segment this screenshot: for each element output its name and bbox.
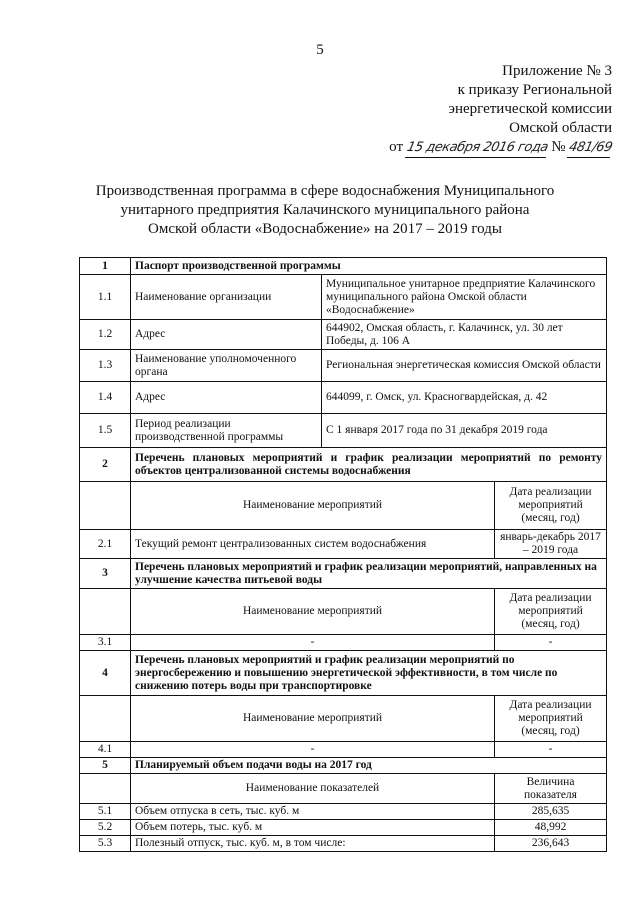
row-name: - <box>131 742 495 758</box>
table-row <box>80 804 607 820</box>
column-header-date: Дата реализации мероприятий (месяц, год) <box>495 589 607 635</box>
table-row <box>80 820 607 836</box>
column-header-date: Дата реализации мероприятий (месяц, год) <box>495 482 607 530</box>
row-label: Наименование уполномоченного органа <box>131 350 322 382</box>
column-header-name: Наименование мероприятий <box>131 482 495 530</box>
section5-header-row <box>80 758 607 774</box>
row-name: Объем потерь, тыс. куб. м <box>131 820 495 836</box>
column-header-name: Наименование мероприятий <box>131 589 495 635</box>
row-value: 644099, г. Омск, ул. Красногвардейская, д. 42 <box>322 382 607 414</box>
empty-cell <box>80 589 131 635</box>
order-number-sign: № <box>551 139 566 155</box>
row-label: Наименование организации <box>131 275 322 320</box>
section4-header-row <box>80 651 607 696</box>
row-value: 285,635 <box>495 804 607 820</box>
row-label: Период реализации производственной программы <box>131 414 322 448</box>
column-header-name: Наименование мероприятий <box>131 696 495 742</box>
table-row <box>80 836 607 852</box>
section4-columns-row <box>80 696 607 742</box>
appendix-line1: Приложение № 3 <box>502 63 612 79</box>
row-number: 1.2 <box>80 320 131 350</box>
section2-header-row <box>80 448 607 482</box>
section3-number: 3 <box>80 559 131 589</box>
order-number-handwritten: 481/69 <box>567 138 614 158</box>
row-value: 236,643 <box>495 836 607 852</box>
section5-number: 5 <box>80 758 131 774</box>
appendix-line2: к приказу Региональной <box>457 82 612 98</box>
section2-columns-row <box>80 482 607 530</box>
section1-title: Паспорт производственной программы <box>131 258 607 275</box>
section3-columns-row <box>80 589 607 635</box>
table-row <box>80 635 607 651</box>
row-number: 1.3 <box>80 350 131 382</box>
page-number: 5 <box>316 42 324 58</box>
row-number: 4.1 <box>80 742 131 758</box>
document-title <box>60 182 590 239</box>
row-name: Полезный отпуск, тыс. куб. м, в том числе: <box>131 836 495 852</box>
table-row <box>80 320 607 350</box>
row-label: Адрес <box>131 382 322 414</box>
table-row <box>80 414 607 448</box>
row-number: 2.1 <box>80 530 131 559</box>
order-prefix: от <box>389 139 404 155</box>
title-line1: Производственная программа в сфере водоснабжения Муниципального <box>95 183 555 199</box>
column-header-date: Дата реализации мероприятий (месяц, год) <box>495 696 607 742</box>
row-number: 5.1 <box>80 804 131 820</box>
section2-title: Перечень плановых мероприятий и график реализации мероприятий по ремонту объектов централизованной системы водоснабжения <box>131 448 607 482</box>
row-value: Региональная энергетическая комиссия Омской области <box>322 350 607 382</box>
section3-title: Перечень плановых мероприятий и график реализации мероприятий, направленных на улучшение качества питьевой воды <box>131 559 607 589</box>
section4-title: Перечень плановых мероприятий и график реализации мероприятий по энергосбережению и повышению энергетической эффективности, в том числе по снижению потерь воды при транспортировке <box>131 651 607 696</box>
section2-number: 2 <box>80 448 131 482</box>
section1-header-row <box>80 258 607 275</box>
appendix-line3: энергетической комиссии <box>448 101 612 117</box>
empty-cell <box>80 696 131 742</box>
row-name: Объем отпуска в сеть, тыс. куб. м <box>131 804 495 820</box>
section1-number: 1 <box>80 258 131 275</box>
table-row <box>80 742 607 758</box>
row-name: - <box>131 635 495 651</box>
row-date: - <box>495 635 607 651</box>
row-value: 644902, Омская область, г. Калачинск, ул. 30 лет Победы, д. 106 А <box>322 320 607 350</box>
empty-cell <box>80 482 131 530</box>
section5-title: Планируемый объем подачи воды на 2017 год <box>131 758 607 774</box>
column-header-name: Наименование показателей <box>131 774 495 804</box>
order-date-handwritten: 15 декабря 2016 года <box>405 138 550 158</box>
row-number: 5.3 <box>80 836 131 852</box>
row-number: 1.5 <box>80 414 131 448</box>
row-number: 5.2 <box>80 820 131 836</box>
column-header-value: Величина показателя <box>495 774 607 804</box>
table-row <box>80 530 607 559</box>
order-line <box>352 138 612 158</box>
table-row <box>80 275 607 320</box>
appendix-header <box>352 62 612 158</box>
section3-header-row <box>80 559 607 589</box>
row-number: 1.1 <box>80 275 131 320</box>
row-value: С 1 января 2017 года по 31 декабря 2019 года <box>322 414 607 448</box>
empty-cell <box>80 774 131 804</box>
title-line3: Омской области «Водоснабжение» на 2017 – 2019 годы <box>148 221 502 237</box>
row-date: январь-декабрь 2017 – 2019 года <box>495 530 607 559</box>
row-date: - <box>495 742 607 758</box>
row-value: 48,992 <box>495 820 607 836</box>
title-line2: унитарного предприятия Калачинского муниципального района <box>120 202 530 218</box>
production-program-table <box>79 257 607 852</box>
row-name: Текущий ремонт централизованных систем водоснабжения <box>131 530 495 559</box>
section5-columns-row <box>80 774 607 804</box>
row-value: Муниципальное унитарное предприятие Калачинского муниципального района Омской области «Водоснабжение» <box>322 275 607 320</box>
row-label: Адрес <box>131 320 322 350</box>
row-number: 3.1 <box>80 635 131 651</box>
table-row <box>80 382 607 414</box>
section4-number: 4 <box>80 651 131 696</box>
appendix-line4: Омской области <box>509 120 612 136</box>
table-row <box>80 350 607 382</box>
row-number: 1.4 <box>80 382 131 414</box>
